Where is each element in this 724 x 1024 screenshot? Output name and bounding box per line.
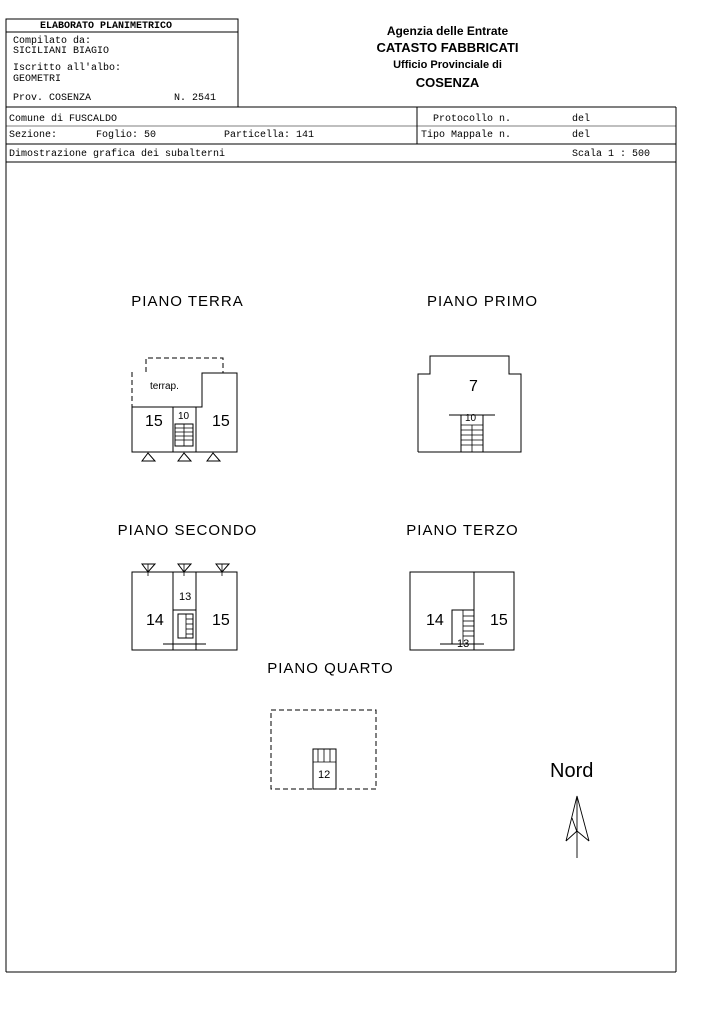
protocollo-del: del	[572, 114, 591, 125]
sezione: Sezione:	[9, 130, 58, 141]
label-piano-terzo: PIANO TERZO	[406, 522, 519, 539]
label-piano-terra: PIANO TERRA	[131, 293, 244, 310]
document-title: ELABORATO PLANIMETRICO	[40, 21, 173, 32]
plan-piano-secondo	[132, 564, 237, 650]
label-piano-primo: PIANO PRIMO	[426, 293, 538, 310]
terzo-sub-stair: 13	[457, 638, 470, 650]
iscrizione-numero: N. 2541	[174, 93, 217, 104]
label-piano-secondo: PIANO SECONDO	[117, 522, 258, 539]
terzo-sub-right: 15	[490, 612, 508, 629]
particella: Particella: 141	[224, 130, 315, 141]
north-arrow	[566, 796, 589, 858]
ufficio-city: COSENZA	[415, 75, 480, 90]
protocollo-label: Protocollo n.	[433, 114, 512, 125]
terra-terrap: terrap.	[150, 381, 179, 392]
primo-sub-stair: 10	[465, 413, 477, 424]
albo-value: GEOMETRI	[13, 74, 62, 85]
secondo-sub-left: 14	[146, 612, 164, 629]
provincia: Prov. COSENZA	[13, 93, 92, 104]
dimostrazione-label: Dimostrazione grafica dei subalterni	[9, 149, 226, 160]
primo-sub-main: 7	[469, 378, 478, 395]
quarto-sub-main: 12	[318, 769, 331, 781]
terra-sub-left: 15	[145, 413, 163, 430]
tipo-mappale-label: Tipo Mappale n.	[421, 130, 512, 141]
compilato-value: SICILIANI BIAGIO	[13, 46, 110, 57]
compilato-label: Compilato da:	[13, 36, 92, 47]
plan-piano-terra	[132, 358, 237, 461]
terra-sub-center: 10	[178, 411, 190, 422]
comune: Comune di FUSCALDO	[9, 114, 118, 125]
foglio: Foglio: 50	[96, 130, 157, 141]
secondo-sub-right: 15	[212, 612, 230, 629]
tipo-mappale-del: del	[572, 130, 591, 141]
albo-label: Iscritto all'albo:	[13, 63, 122, 74]
terzo-sub-left: 14	[426, 612, 444, 629]
north-label: Nord	[550, 760, 594, 782]
plan-piano-primo	[418, 356, 521, 452]
ufficio-label: Ufficio Provinciale di	[393, 59, 502, 71]
scala-label: Scala 1 : 500	[572, 149, 651, 160]
agency-name: Agenzia delle Entrate	[386, 24, 509, 38]
catasto-title: CATASTO FABBRICATI	[376, 40, 519, 55]
secondo-sub-stair: 13	[179, 591, 192, 603]
label-piano-quarto: PIANO QUARTO	[267, 660, 394, 677]
terra-sub-right: 15	[212, 413, 230, 430]
